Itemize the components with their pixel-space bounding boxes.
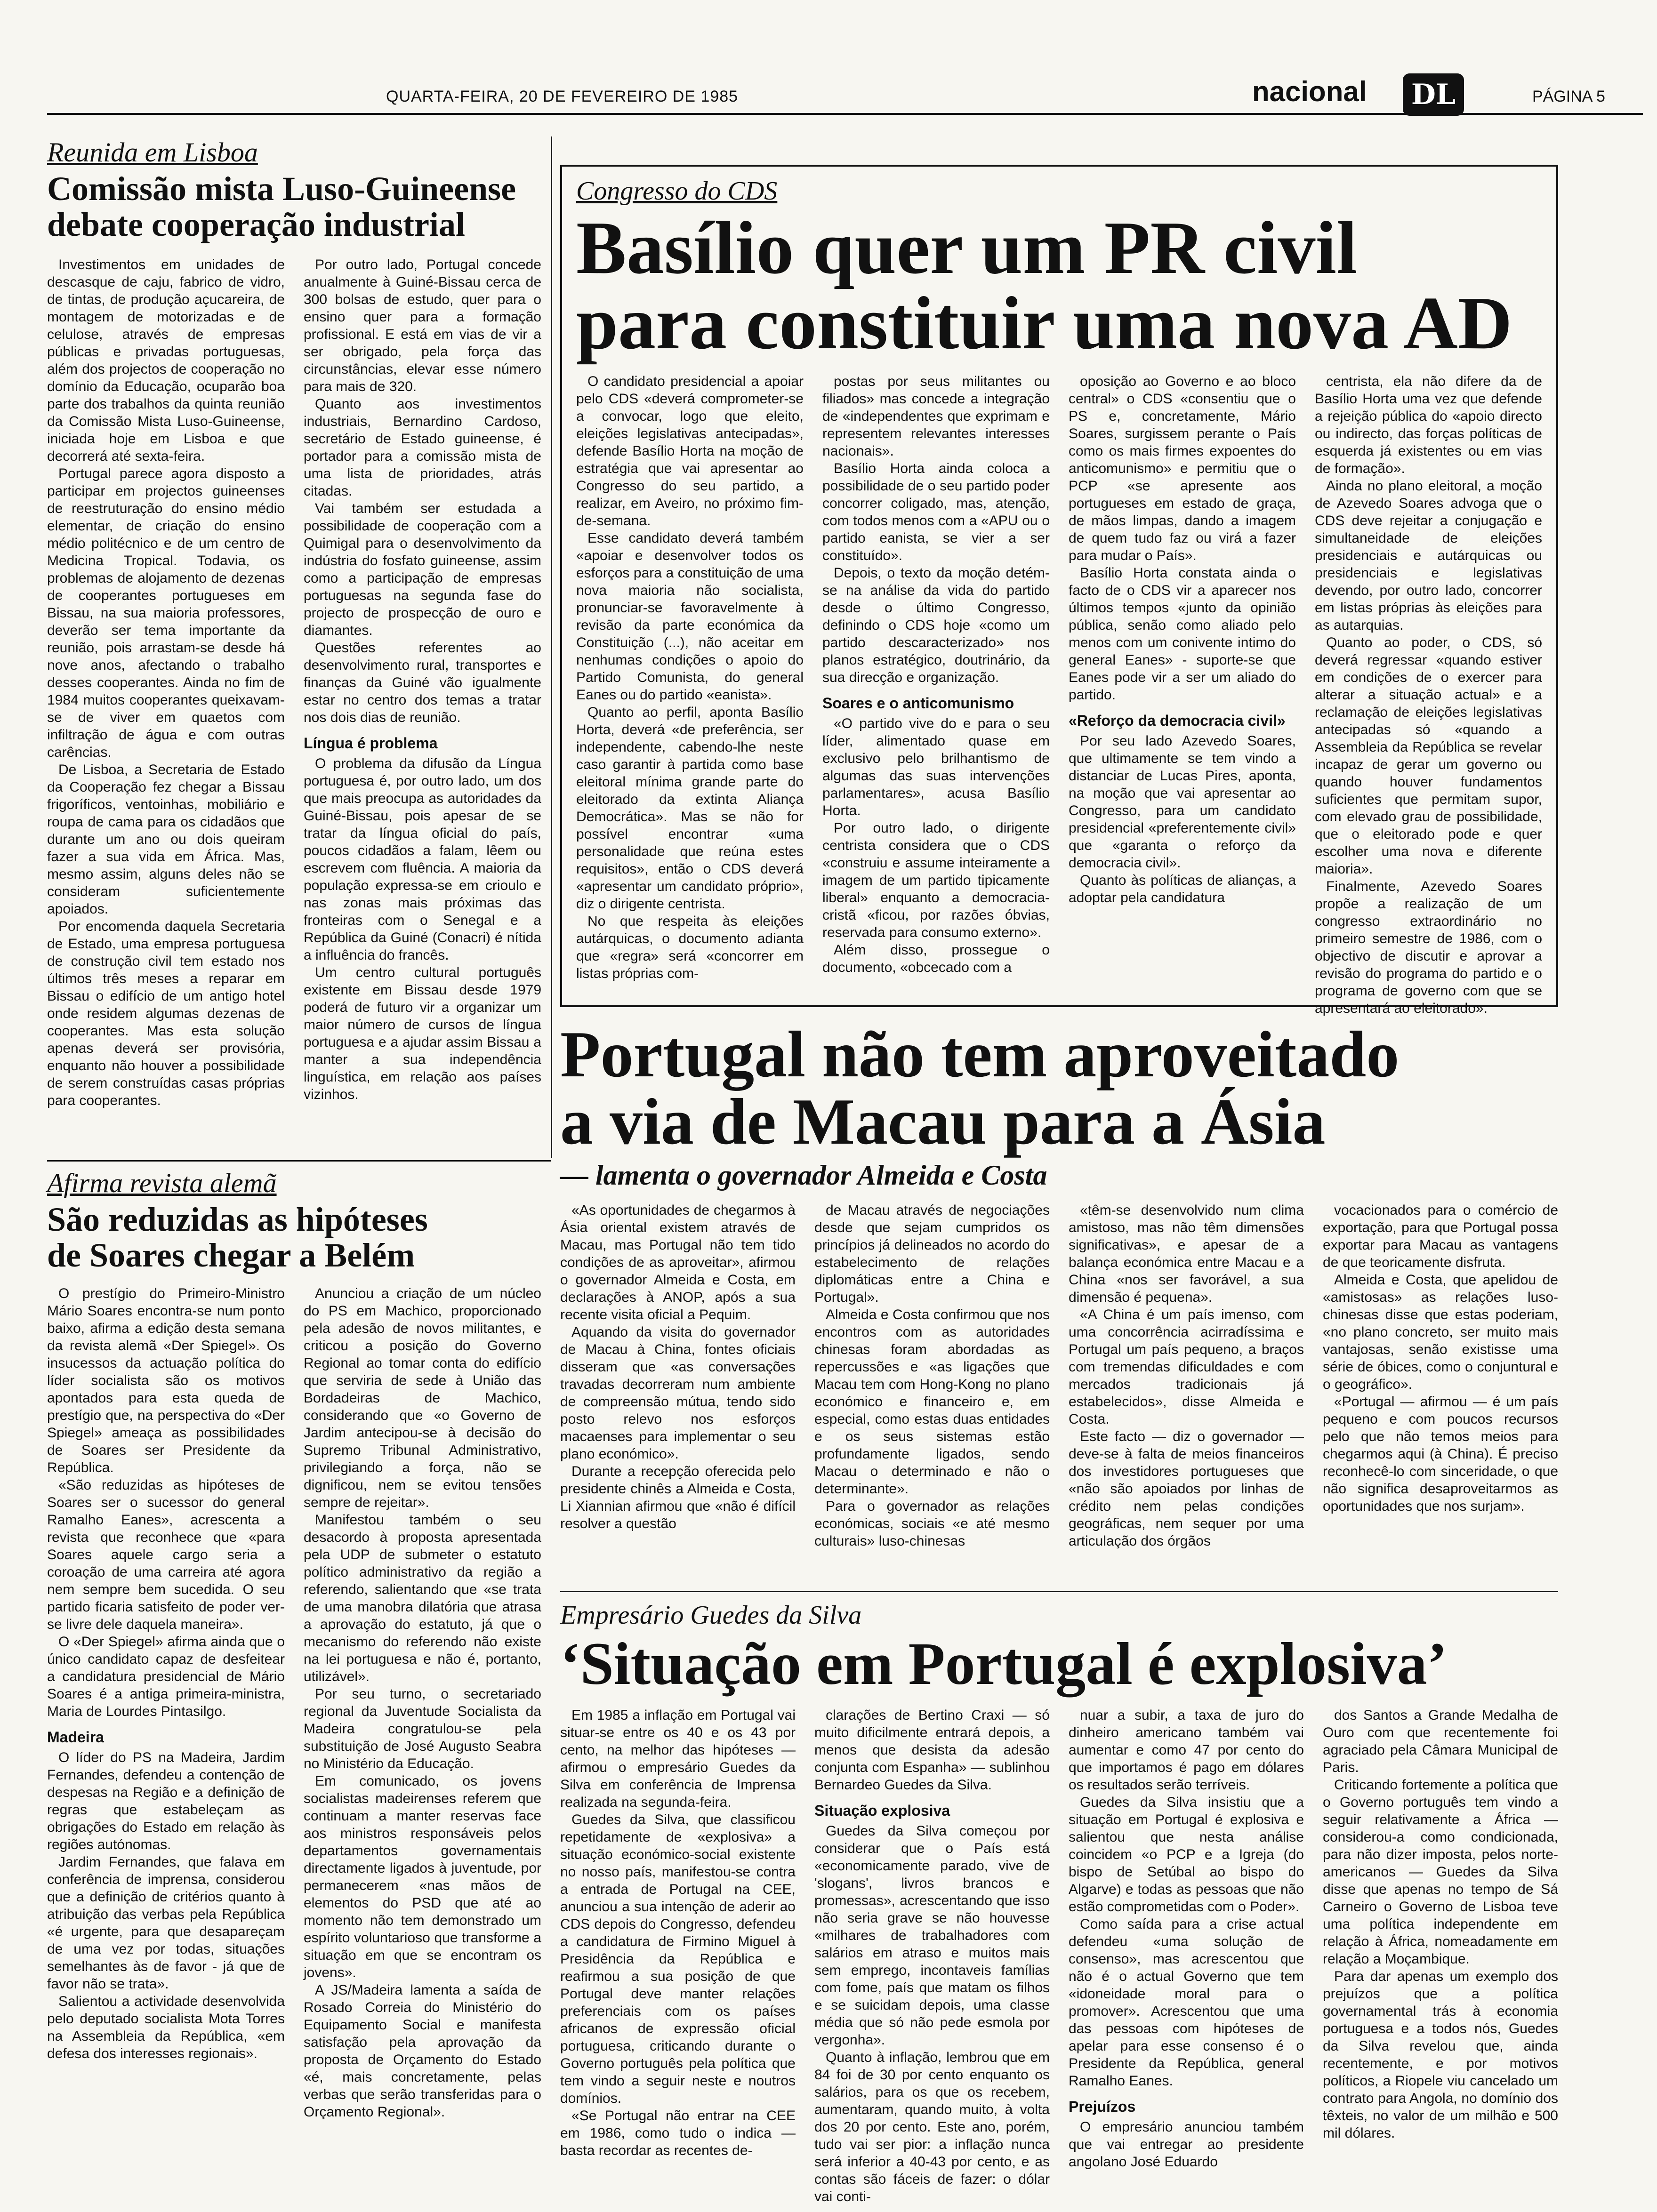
article-deck: — lamenta o governador Almeida e Costa [560, 1159, 1047, 1191]
article-macau [560, 1018, 1558, 1550]
header-rule [47, 113, 1643, 115]
section-rule [560, 1591, 1558, 1592]
article-column: «têm-se desenvolvido num clima amistoso, mas não têm dimensões significativas», e apesar de a balança económica entre Macau e a China «nos ser favorável, a sua dimensão é pequena». «A China é um país imenso, com uma concorrência acirradíssima e Portugal um país pequeno, a braços com tremendas dificuldades e com mercados tradicionais já estabelecidos», disse Almeida e Costa. Este facto — diz o governador — deve-se à falta de meios financeiros dos investidores portugueses que «não são apoiados por linhas de crédito nem pelas condições geográficas, nem sequer por uma articulação dos órgãos [1069, 1202, 1304, 1549]
article-column: Em 1985 a inflação em Portugal vai situar-se entre os 40 e os 43 por cento, na melhor das hipóteses — afirmou o empresário Guedes da Silva em conferência de Imprensa realizada na segunda-feira. Guedes da Silva, que classificou repetidamente de «explosiva» a situação económico-social existente no nosso país, manifestou-se contra a entrada de Portugal na CEE, anunciou a sua intenção de aderir ao CDS depois do Congresso, defendeu a candidatura de Firmino Miguel à Presidência da República e reafirmou a sua posição de que Portugal deve manter relações preferenciais com os países africanos de expressão oficial portuguesa, criticando durante o Governo português pela política que tem vindo a seguir neste e noutros domínios. «Se Portugal não entrar na CEE em 1986, como tudo o indica — basta recordar as recentes de- [560, 1707, 796, 2158]
article-kicker: Congresso do CDS [576, 176, 778, 206]
section-title: nacional [1252, 76, 1367, 107]
article-guedes-silva [560, 1600, 1558, 2205]
subheading: Prejuízos [1069, 2098, 1136, 2115]
article-column: dos Santos a Grande Medalha de Ouro com que recentemente foi agraciado pela Câmara Municipal de Paris. Criticando fortemente a política que o Governo português tem vindo a seguir relativamente a África — considerou-a como condicionada, para não dizer imposta, pelos norte-americanos — Guedes da Silva disse que apenas no tempo de Sá Carneiro o Governo de Lisboa teve uma política independente em relação à África, nomeadamente em relação a Moçambique. Para dar apenas um exemplo dos prejuízos que a política governamental trás à economia portuguesa e a todos nós, Guedes da Silva revelou que, ainda recentemente, e por motivos políticos, a Riopele viu cancelado um contrato para Angola, no domínio dos têxteis, no valor de um milhão e 500 mil dólares. [1323, 1707, 1558, 2141]
subheading: Situação explosiva [814, 1802, 950, 1819]
article-cds-box [560, 165, 1558, 1016]
article-column: O prestígio do Primeiro-Ministro Mário Soares encontra-se num ponto baixo, afirma a edição desta semana da revista alemã «Der Spiegel». Os insucessos da actuação política do líder socialista são os motivos apontados para esta queda de prestígio que, na perspectiva do «Der Spiegel» ameaça as possibilidades de Soares ser Presidente da República. «São reduzidas as hipóteses de Soares ser o sucessor do general Ramalho Eanes», acrescenta a revista que reconhece que «para Soares aquele cargo seria a coroação de uma carreira até agora nem sempre bem sucedida. O seu partido ficaria satisfeito de poder ver-se livre dele daquela maneira». O «Der Spiegel» afirma ainda que o único candidato capaz de desfeitear a candidatura presidencial de Mário Soares é a antiga primeira-ministra, Maria de Lourdes Pintasilgo. Madeira O líder do PS na Madeira, Jardim Fernandes, defendeu a contenção de despesas na Região e a definição de regras que estabeleçam as obrigações do Estado em relação às regiões autónomas. Jardim Fernandes, que falava em conferência de imprensa, considerou que a definição de critérios quanto à atribuição das verbas pela República «é urgente, para que desapareçam de uma vez por todas, situações semelhantes às de favor - já que de favor não se trata». Salientou a actividade desenvolvida pelo deputado socialista Mota Torres na Assembleia da República, «em defesa dos interesses regionais». [47, 1285, 285, 2061]
article-body [47, 1285, 541, 2121]
issue-date: QUARTA-FEIRA, 20 DE FEVEREIRO DE 1985 [386, 88, 739, 105]
article-column: Por outro lado, Portugal concede anualmente à Guiné-Bissau cerca de 300 bolsas de estudo, quer para o ensino quer para a formação profissional. E está em vias de vir a ser obrigado, pela força das circunstâncias, elevar esse número para mais de 320. Quanto aos investimentos industriais, Bernardino Cardoso, secretário de Estado guineense, é portador para a comissão mista de uma lista de prioridades, atrás citadas. Vai também ser estudada a possibilidade de cooperação com a Quimigal para o desenvolvimento da indústria do fosfato guineense, assim como a participação de empresas portuguesas na segunda fase do projecto de prospecção de ouro e diamantes. Questões referentes ao desenvolvimento rural, transportes e finanças da Guiné vão igualmente estar no centro dos temas a tratar nos dois dias de reunião. Língua é problema O problema da difusão da Língua portuguesa é, por outro lado, um dos que mais preocupa as autoridades da Guiné-Bissau, pois apesar de se tratar da língua oficial do país, poucos cidadãos a falam, lêem ou escrevem com fluência. A maioria da população expressa-se em crioulo e nas zonas mais próximas das fronteiras com o Senegal e a República da Guiné (Conacri) é nítida a influência do francês. Um centro cultural português existente em Bissau desde 1979 poderá de futuro vir a organizar um maior número de cursos de língua portuguesa e a ajudar assim Bissau a manter a sua independência linguística, em relação aos países vizinhos. [304, 256, 541, 1102]
article-column: «As oportunidades de chegarmos à Ásia oriental existem através de Macau, mas Portugal não tem tido condições de as aproveitar», afirmou o governador Almeida e Costa, em declarações à ANOP, após a sua recente visita oficial a Pequim. Aquando da visita do governador de Macau à China, fontes oficiais disseram que «as conversações travadas decorreram num ambiente de compreensão mútua, tendo sido posto relevo nos esforços macaenses para implementar o seu plano económico». Durante a recepção oferecida pelo presidente chinês a Almeida e Costa, Li Xiannian afirmou que «não é difícil resolver a questão [560, 1202, 796, 1532]
article-column: nuar a subir, a taxa de juro do dinheiro americano também vai aumentar e como 47 por cento do que importamos é pago em dólares os resultados serão terríveis. Guedes da Silva insistiu que a situação em Portugal é explosiva e salientou que nesta análise coincidem «o PCP e a Igreja (do bispo de Setúbal ao bispo do Algarve) e todas as pessoas que não estão comprometidas com o Poder». Como saída para a crise actual defendeu «uma solução de consenso», mas acrescentou que não é o actual Governo que tem «idoneidade moral para o promover». Acrescentou que uma das pessoas com hipóteses de apelar para esse consenso é o Presidente da República, general Ramalho Eanes. Prejuízos O empresário anunciou também que vai entregar ao presidente angolano José Eduardo [1069, 1707, 1304, 2170]
article-title: São reduzidas as hipóteses de Soares chegar a Belém [47, 1201, 428, 1274]
article-kicker: Afirma revista alemã [47, 1168, 277, 1198]
article-kicker: Reunida em Lisboa [47, 137, 258, 168]
article-column: clarações de Bertino Craxi — só muito dificilmente entrará depois, a menos que desista da adesão conjunta com Espanha» — sublinhou Bernardeo Guedes da Silva. Situação explosiva Guedes da Silva começou por considerar que o País está «economicamente parado, vive de 'slogans', livros brancos e promessas», acrescentando que isso não seria grave se não houvesse «milhares de trabalhadores com salários em atraso e muitos mais sem emprego, incontaveis famílias com fome, país que matam os filhos e se suicidam depois, uma classe média que só não pede esmola por vergonha». Quanto à inflação, lembrou que em 84 foi de 30 por cento enquanto os salários, para os que os recebem, aumentaram, quando muito, à volta dos 20 por cento. Este ano, porém, tudo vai ser pior: a inflação nunca será inferior a 40-43 por cento, e as contas são fáceis de fazer: o dólar vai conti- [814, 1707, 1050, 2204]
article-body [560, 1707, 1558, 2205]
page-number: PÁGINA 5 [1532, 88, 1605, 105]
article-soares-belem [47, 1167, 541, 2121]
article-column: centrista, ela não difere da de Basílio Horta uma vez que defende a rejeição pública do «apoio directo ou indirecto, das forças políticas de esquerda já existentes ou em vias de formação». Ainda no plano eleitoral, a moção de Azevedo Soares advoga que o CDS deve rejeitar a conjugação e simultaneidade de eleições presidenciais e autárquicas ou presidenciais e legislativas devendo, por outro lado, concorrer em listas próprias às eleições para as autarquias. Quanto ao poder, o CDS, só deverá regressar «quando estiver em condições de o exercer para alterar a situação actual» e a reclamação de eleições legislativas antecipadas só «quando a Assembleia da República se revelar incapaz de gerar um governo ou quando houver fundamentos suficientes que permitam supor, com elevado grau de possibilidade, que o eleitorado pode e quer escolher uma nova e diferente maioria». Finalmente, Azevedo Soares propõe a realização de um congresso extraordinário no primeiro semestre de 1986, com o objectivo de discutir e aprovar a revisão do programa do partido e o programa de governo com que se apresentará ao eleitorado». [1315, 374, 1542, 1016]
article-title: Portugal não tem aproveitado a via de Macau para a Ásia [560, 1018, 1400, 1158]
article-kicker: Empresário Guedes da Silva [560, 1601, 862, 1630]
article-column: Anunciou a criação de um núcleo do PS em Machico, proporcionado pela adesão de novos militantes, e criticou a posição do Governo Regional ao tomar conta do edifício que serviria de sede à União das Bordadeiras de Machico, considerando que «o Governo de Jardim antecipou-se à decisão do Supremo Tribunal Administrativo, privilegiando a força, não se dignificou, nem se evitou tensões sempre de rejeitar». Manifestou também o seu desacordo à proposta apresentada pela UDP de submeter o estatuto político administrativo da região a referendo, salientando que «se trata de uma manobra dilatória que atrasa a aprovação do estatuto, já que o mecanismo do referendo não existe na lei portuguesa e não é, portanto, utilizável». Por seu turno, o secretariado regional da Juventude Socialista da Madeira congratulou-se pela substituição de José Augusto Seabra no Ministério da Educação. Em comunicado, os jovens socialistas madeirenses referem que continuam a manter reservas face aos ministros responsáveis pelos departamentos governamentais directamente ligados à juventude, por permanecerem «nas mãos de elementos do PSD que até ao momento não tem demonstrado um espírito voluntarioso que transforme a situação em que se encontram os jovens». A JS/Madeira lamenta a saída de Rosado Correia do Ministério do Equipamento Social e manifesta satisfação pela aprovação da proposta de Orçamento do Estado «é, mais concretamente, pelas verbas que serão transferidas para o Orçamento Regional». [304, 1285, 541, 2120]
article-title: Basílio quer um PR civil para constituir uma nova AD [576, 206, 1512, 365]
article-column: postas por seus militantes ou filiados» mas concede a integração de «independentes que exprimam e representem relevantes interesses nacionais». Basílio Horta ainda coloca a possibilidade de o seu partido poder concorrer coligado, mas, atenção, com todos menos com a «APU ou o partido eanista, se vier a ser constituído». Depois, o texto da moção detém-se na análise da vida do partido desde o último Congresso, definindo o CDS hoje «como um partido descaracterizado» nos planos estratégico, doutrinário, da sua direcção e organização. Soares e o anticomunismo «O partido vive do e para o seu líder, alimentado quase em exclusivo pelo brilhantismo de algumas das suas intervenções parlamentares», acusa Basílio Horta. Por outro lado, o dirigente centrista considera que o CDS «construiu e assume inteiramente a imagem de um partido tipicamente liberal» enquanto a democracia-cristã «ficou, por razões óbvias, reservada para consumo externo». Além disso, prossegue o documento, «obcecado com a [822, 374, 1050, 975]
article-body [47, 256, 541, 1109]
article-body [560, 1202, 1558, 1550]
subheading: Língua é problema [304, 734, 438, 752]
article-column: Investimentos em unidades de descasque de caju, fabrico de vidro, de tintas, de produção açucareira, de montagem de motorizadas e de celulose, através de empresas públicas e privadas portuguesas, além dos projectos de cooperação no domínio da Educação, ocuparão boa parte dos trabalhos da quinta reunião da Comissão Mista Luso-Guineense, iniciada hoje em Lisboa e que decorrerá até sexta-feira. Portugal parece agora disposto a participar em projectos guineenses de reestruturação do ensino médio elementar, de criação do ensino médio politécnico e de um centro de Medicina Tropical. Todavia, os problemas de alojamento de dezenas de cooperantes portugueses em Bissau, na sua maioria professores, deverão ser tema importante da reunião, pois arrastam-se desde há nove anos, afectando o trabalho desses cooperantes. Ainda no fim de 1984 muitos cooperantes queixavam-se de viver em quaetos com infiltração de água e com outras carências. De Lisboa, a Secretaria de Estado da Cooperação fez chegar a Bissau frigoríficos, ventoinhas, mobiliário e roupa de cama para os cidadãos que durante um ano ou dois queiram fazer a sua vida em África. Mas, mesmo assim, alguns deles não se consideram suficientemente apoiados. Por encomenda daquela Secretaria de Estado, uma empresa portuguesa de construção civil tem estado nos últimos três meses a reparar em Bissau o edifício de um antigo hotel onde residem algumas dezenas de cooperantes. Mas esta solução apenas deverá ser provisória, enquanto não houver a possibilidade de serem construídas casas próprias para cooperantes. [47, 256, 285, 1108]
section-rule [47, 1160, 551, 1162]
subheading: Madeira [47, 1728, 104, 1746]
subheading: «Reforço da democracia civil» [1069, 712, 1286, 729]
article-column: oposição ao Governo e ao bloco central» o CDS «consentiu que o PS e, concretamente, Mário Soares, surgissem perante o País como os mais firmes expoentes do anticomunismo» e permitiu que o PCP «se apresente aos portugueses em estado de graça, de mãos limpas, dando a imagem de quem tudo faz ou virá a fazer para mudar o País». Basílio Horta constata ainda o facto de o CDS vir a aparecer nos últimos tempos «junto da opinião pública, senão como aliado pelo menos com um conivente intimo do general Eanes» - suporte-se que Eanes pode vir a ser um aliado do partido. «Reforço da democracia civil» Por seu lado Azevedo Soares, que ultimamente se tem vindo a distanciar de Lucas Pires, aponta, na moção que vai apresentar ao Congresso, para um candidato presidencial «preferentemente civil» que «garanta o reforço da democracia civil». Quanto às políticas de alianças, a adoptar pela candidatura [1069, 374, 1296, 906]
article-column: de Macau através de negociações desde que sejam cumpridos os princípios já delineados no acordo do estabelecimento de relações diplomáticas entre a China e Portugal». Almeida e Costa confirmou que nos encontros com as autoridades chinesas foram abordadas as repercussões e «as ligações que Macau tem com Hong-Kong no plano económico e financeiro e, em especial, como estas duas entidades e os seus sistemas estão profundamente ligados, sendo Macau o determinado e não o determinante». Para o governador as relações económicas, sociais «e até mesmo culturais» luso-chinesas [814, 1202, 1050, 1549]
article-title: ‘Situação em Portugal é explosiva’ [560, 1630, 1448, 1697]
article-column: O candidato presidencial a apoiar pelo CDS «deverá comprometer-se a convocar, logo que eleito, eleições legislativas antecipadas», defende Basílio Horta na moção de estratégia que vai apresentar ao Congresso do seu partido, a realizar, em Aveiro, no próximo fim-de-semana. Esse candidato deverá também «apoiar e desenvolver todos os esforços para a constituição de uma nova maioria não socialista, pronunciar-se favoravelmente à revisão da parte económica da Constituição (...), não aceitar em nenhumas condições o apoio do Partido Comunista, do general Eanes ou do partido «eanista». Quanto ao perfil, aponta Basílio Horta, deverá «de preferência, ser independente, cabendo-lhe neste caso garantir à partida como base eleitoral mínima grande parte do eleitorado da extinta Aliança Democrática». Mas se não for possível encontrar «uma personalidade que reúna estes requisitos», então o CDS deverá «apresentar um candidato próprio», diz o dirigente centrista. No que respeita às eleições autárquicas, o documento adianta que «regra» será «concorrer em listas próprias com- [576, 374, 804, 981]
subheading: Soares e o anticomunismo [822, 695, 1014, 712]
article-luso-guineense [47, 136, 541, 1109]
column-rule [551, 136, 552, 1158]
article-column: vocacionados para o comércio de exportação, para que Portugal possa exportar para Macau as vantagens de que teoricamente disfruta. Almeida e Costa, que apelidou de «amistosas» as relações luso-chinesas disse que estas poderiam, «no plano concreto, ser muito mais vantajosas, senão existisse uma série de óbices, como o conjuntural e o geográfico». «Portugal — afirmou — é um país pequeno e com poucos recursos pelo que não temos meios para chegarmos aqui (à China). É preciso reconhecê-lo com sinceridade, o que não significa desaproveitarmos as oportunidades que nos surjam». [1323, 1202, 1558, 1515]
article-body [576, 373, 1542, 1017]
newspaper-logo: DL [1403, 73, 1464, 116]
article-title: Comissão mista Luso-Guineense debate cooperação industrial [47, 170, 516, 244]
